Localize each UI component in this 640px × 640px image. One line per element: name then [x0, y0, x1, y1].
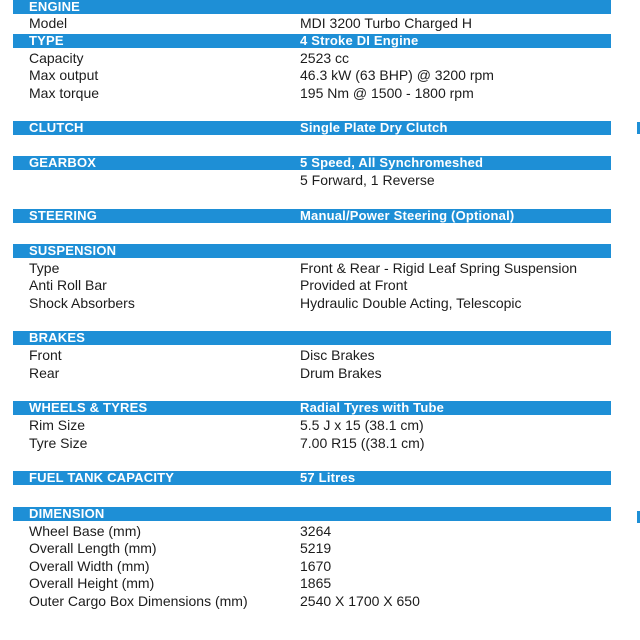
- clutch-value: Single Plate Dry Clutch: [300, 120, 448, 135]
- rim-size-label: Rim Size: [29, 417, 86, 433]
- fuel-heading: FUEL TANK CAPACITY: [29, 470, 175, 485]
- spec-row-max-torque: [13, 85, 611, 102]
- spec-row-tyre-size: [13, 435, 611, 452]
- tyre-size-value: 7.00 R15 ((38.1 cm): [300, 435, 425, 451]
- brakes-header-bar: [13, 331, 611, 345]
- spec-row-overall-length: [13, 540, 611, 557]
- wheels-value: Radial Tyres with Tube: [300, 400, 445, 415]
- wheels-heading: WHEELS & TYRES: [29, 400, 148, 415]
- spec-row-anti-roll-bar: [13, 277, 611, 294]
- gearbox-header-bar: [13, 156, 611, 170]
- wheel-base-value: 3264: [300, 523, 332, 539]
- cargo-box-value: 2540 X 1700 X 650: [300, 593, 420, 609]
- dimension-heading: DIMENSION: [29, 506, 105, 521]
- gearbox-heading: GEARBOX: [29, 155, 97, 170]
- spec-row-shock-absorbers: [13, 295, 611, 312]
- gearbox-detail-value: 5 Forward, 1 Reverse: [300, 172, 435, 188]
- dimension-header-bar: [13, 507, 611, 521]
- fuel-value: 57 Litres: [300, 470, 356, 485]
- shock-label: Shock Absorbers: [29, 295, 135, 311]
- spec-row-overall-width: [13, 558, 611, 575]
- tyre-size-label: Tyre Size: [29, 435, 88, 451]
- rear-brakes-value: Drum Brakes: [300, 365, 382, 381]
- suspension-header-bar: [13, 244, 611, 258]
- model-value: MDI 3200 Turbo Charged H: [300, 15, 472, 31]
- spec-row-suspension-type: [13, 260, 611, 277]
- front-brakes-value: Disc Brakes: [300, 347, 375, 363]
- suspension-type-value: Front & Rear - Rigid Leaf Spring Suspension: [300, 260, 578, 276]
- type-value: 4 Stroke DI Engine: [300, 33, 419, 48]
- max-torque-value: 195 Nm @ 1500 - 1800 rpm: [300, 85, 474, 101]
- max-output-value: 46.3 kW (63 BHP) @ 3200 rpm: [300, 67, 494, 83]
- shock-value: Hydraulic Double Acting, Telescopic: [300, 295, 522, 311]
- engine-header-bar: [13, 0, 611, 14]
- rim-size-value: 5.5 J x 15 (38.1 cm): [300, 417, 424, 433]
- spec-row-front-brakes: [13, 347, 611, 364]
- capacity-label: Capacity: [29, 50, 84, 66]
- spec-row-cargo-box: [13, 593, 611, 610]
- spec-row-rear-brakes: [13, 365, 611, 382]
- brakes-heading: BRAKES: [29, 330, 86, 345]
- front-brakes-label: Front: [29, 347, 62, 363]
- suspension-type-label: Type: [29, 260, 60, 276]
- spec-row-wheel-base: [13, 523, 611, 540]
- fuel-header-bar: [13, 471, 611, 485]
- model-label: Model: [29, 15, 68, 31]
- max-torque-label: Max torque: [29, 85, 100, 101]
- spec-row-overall-height: [13, 575, 611, 592]
- engine-heading: ENGINE: [29, 0, 81, 14]
- overall-height-label: Overall Height (mm): [29, 575, 155, 591]
- overall-width-label: Overall Width (mm): [29, 558, 150, 574]
- overall-width-value: 1670: [300, 558, 332, 574]
- spec-row-max-output: [13, 67, 611, 84]
- overall-height-value: 1865: [300, 575, 332, 591]
- max-output-label: Max output: [29, 67, 99, 83]
- clutch-heading: CLUTCH: [29, 120, 84, 135]
- capacity-value: 2523 cc: [300, 50, 350, 66]
- anti-roll-value: Provided at Front: [300, 277, 408, 293]
- clutch-header-bar: [13, 121, 611, 135]
- type-heading: TYPE: [29, 33, 64, 48]
- spec-row-capacity: [13, 50, 611, 67]
- gearbox-value: 5 Speed, All Synchromeshed: [300, 155, 484, 170]
- steering-heading: STEERING: [29, 208, 98, 223]
- cargo-box-label: Outer Cargo Box Dimensions (mm): [29, 593, 248, 609]
- wheels-header-bar: [13, 401, 611, 415]
- spec-row-model: [13, 15, 611, 32]
- type-header-bar: [13, 34, 611, 48]
- anti-roll-label: Anti Roll Bar: [29, 277, 107, 293]
- suspension-heading: SUSPENSION: [29, 243, 117, 258]
- spec-row-gearbox-detail: [13, 172, 611, 189]
- spec-row-rim-size: [13, 417, 611, 434]
- steering-header-bar: [13, 209, 611, 223]
- overall-length-label: Overall Length (mm): [29, 540, 157, 556]
- rear-brakes-label: Rear: [29, 365, 60, 381]
- wheel-base-label: Wheel Base (mm): [29, 523, 142, 539]
- steering-value: Manual/Power Steering (Optional): [300, 208, 515, 223]
- overall-length-value: 5219: [300, 540, 332, 556]
